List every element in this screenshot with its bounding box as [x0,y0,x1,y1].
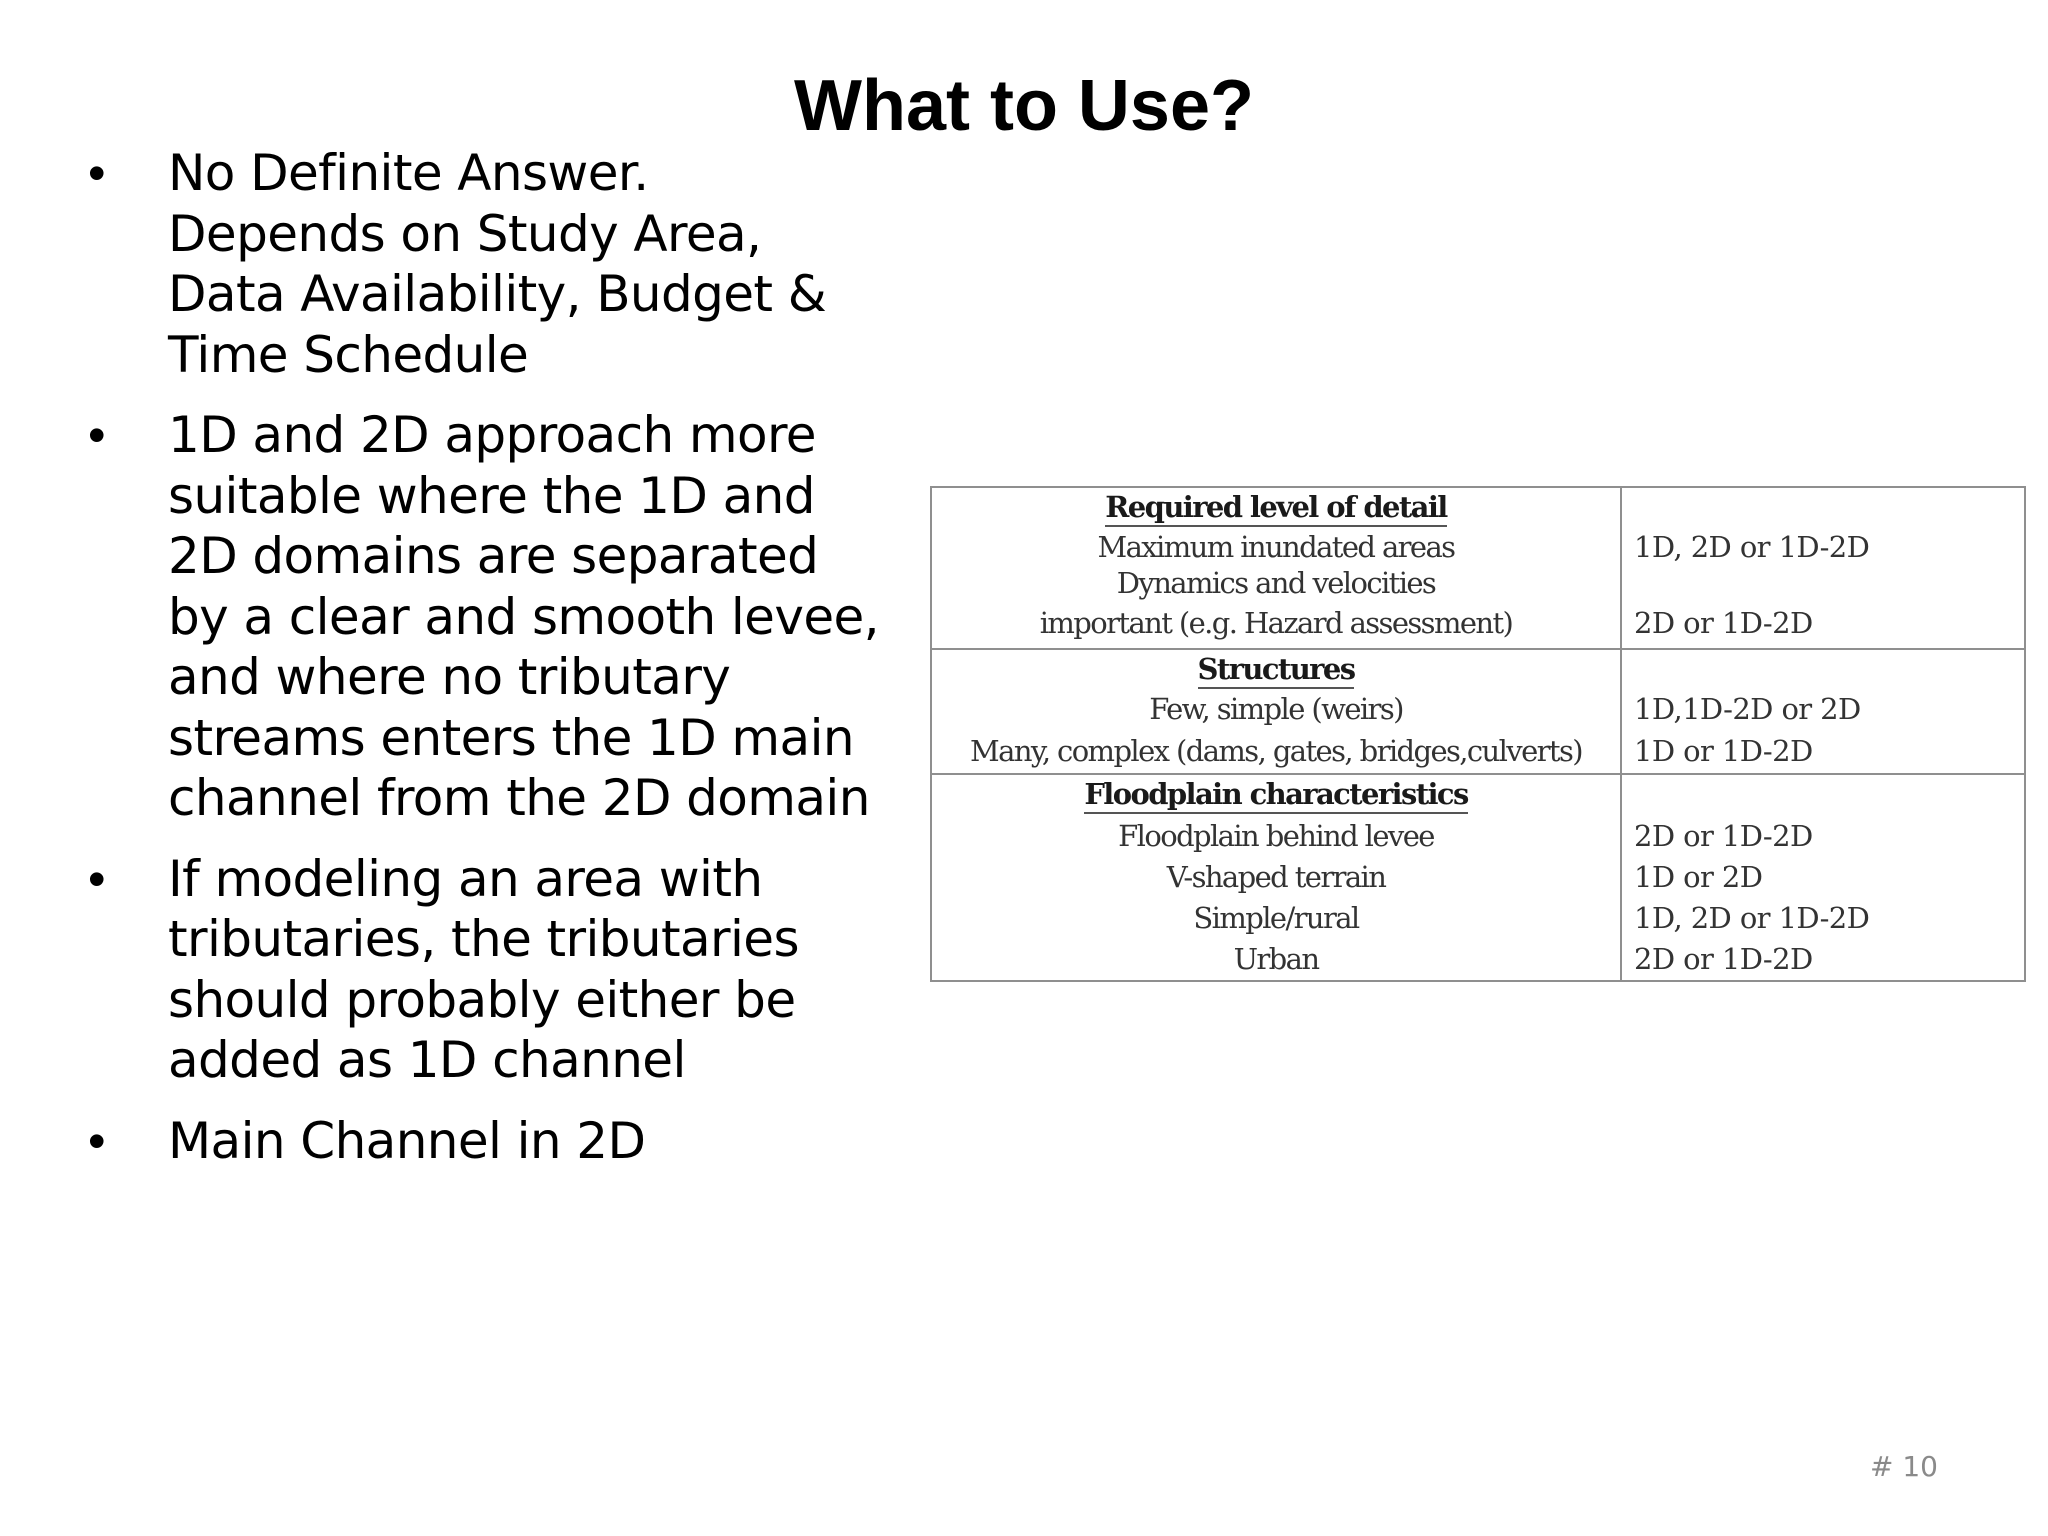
table-cell-model: 1D, 2D or 1D-2D [1634,901,1870,935]
table-cell-model: 2D or 1D-2D [1634,606,1813,640]
bullet-line: Depends on Study Area, [168,204,762,263]
table-cell-criterion: V-shaped terrain [1166,860,1386,894]
table-row [932,899,2024,940]
table-row [932,528,2024,564]
bullet-marker: • [88,850,106,907]
table-row [932,940,2024,980]
table-row [932,650,2024,690]
bullet-line: Time Schedule [168,325,529,384]
section-heading [932,775,1620,814]
table-cell-model: 1D or 2D [1634,860,1763,894]
table-cell-criterion: Simple/rural [1193,901,1359,935]
table-cell-model: 2D or 1D-2D [1634,819,1813,853]
bullet-line: No Definite Answer. [168,144,649,202]
section-heading-text: Structures [1198,651,1355,689]
bullet-line: 2D domains are separated [168,527,819,585]
table-row [932,604,2024,646]
table-section-required-detail [932,488,2024,650]
bullet-list [88,143,918,1191]
section-heading-text: Floodplain characteristics [1084,776,1467,814]
table-section-structures [932,650,2024,775]
section-heading [932,488,1620,527]
table-row [932,732,2024,772]
table-cell-model: 1D, 2D or 1D-2D [1634,530,1870,564]
bullet-item [88,849,918,1091]
table-row [932,690,2024,732]
bullet-line: added as 1D channel [168,1031,686,1089]
slide-title: What to Use? [794,66,1254,146]
table-row [932,858,2024,899]
model-selection-table [930,486,2026,982]
bullet-line: and where no tributary [168,648,731,706]
table-cell-model: 1D or 1D-2D [1634,734,1813,768]
bullet-item [88,1111,918,1172]
table-cell-criterion: Many, complex (dams, gates, bridges,culverts) [970,734,1582,768]
bullet-item [88,143,918,385]
bullet-marker: • [88,1112,106,1169]
table-row [932,775,2024,817]
section-heading [932,650,1620,689]
bullet-line: channel from the 2D domain [168,769,870,827]
table-cell-model: 1D,1D-2D or 2D [1634,692,1861,726]
bullet-line: by a clear and smooth levee, [168,587,879,646]
bullet-line: should probably either be [168,970,796,1029]
table-cell-criterion: important (e.g. Hazard assessment) [1039,606,1513,640]
bullet-item [88,405,918,829]
bullet-marker: • [88,407,106,463]
bullet-line: suitable where the 1D and [168,466,815,525]
table-section-floodplain [932,775,2024,980]
table-cell-criterion: Maximum inundated areas [1097,530,1455,564]
page-number: # 10 [1870,1450,1938,1483]
table-cell-criterion: Dynamics and velocities [1116,566,1436,600]
table-cell-criterion: Few, simple (weirs) [1149,692,1403,726]
bullet-line: Main Channel in 2D [168,1111,646,1170]
table-cell-model: 2D or 1D-2D [1634,942,1813,976]
bullet-marker: • [88,145,106,201]
bullet-line: If modeling an area with [168,849,763,908]
table-row [932,488,2024,528]
bullet-line: tributaries, the tributaries [168,910,799,968]
table-row [932,817,2024,858]
table-cell-criterion: Urban [1233,942,1319,976]
section-heading-text: Required level of detail [1105,489,1446,527]
bullet-line: Data Availability, Budget & [168,265,827,323]
bullet-line: 1D and 2D approach more [168,406,816,464]
table-row [932,564,2024,604]
bullet-line: streams enters the 1D main [168,708,854,767]
table-cell-criterion: Floodplain behind levee [1118,819,1434,853]
